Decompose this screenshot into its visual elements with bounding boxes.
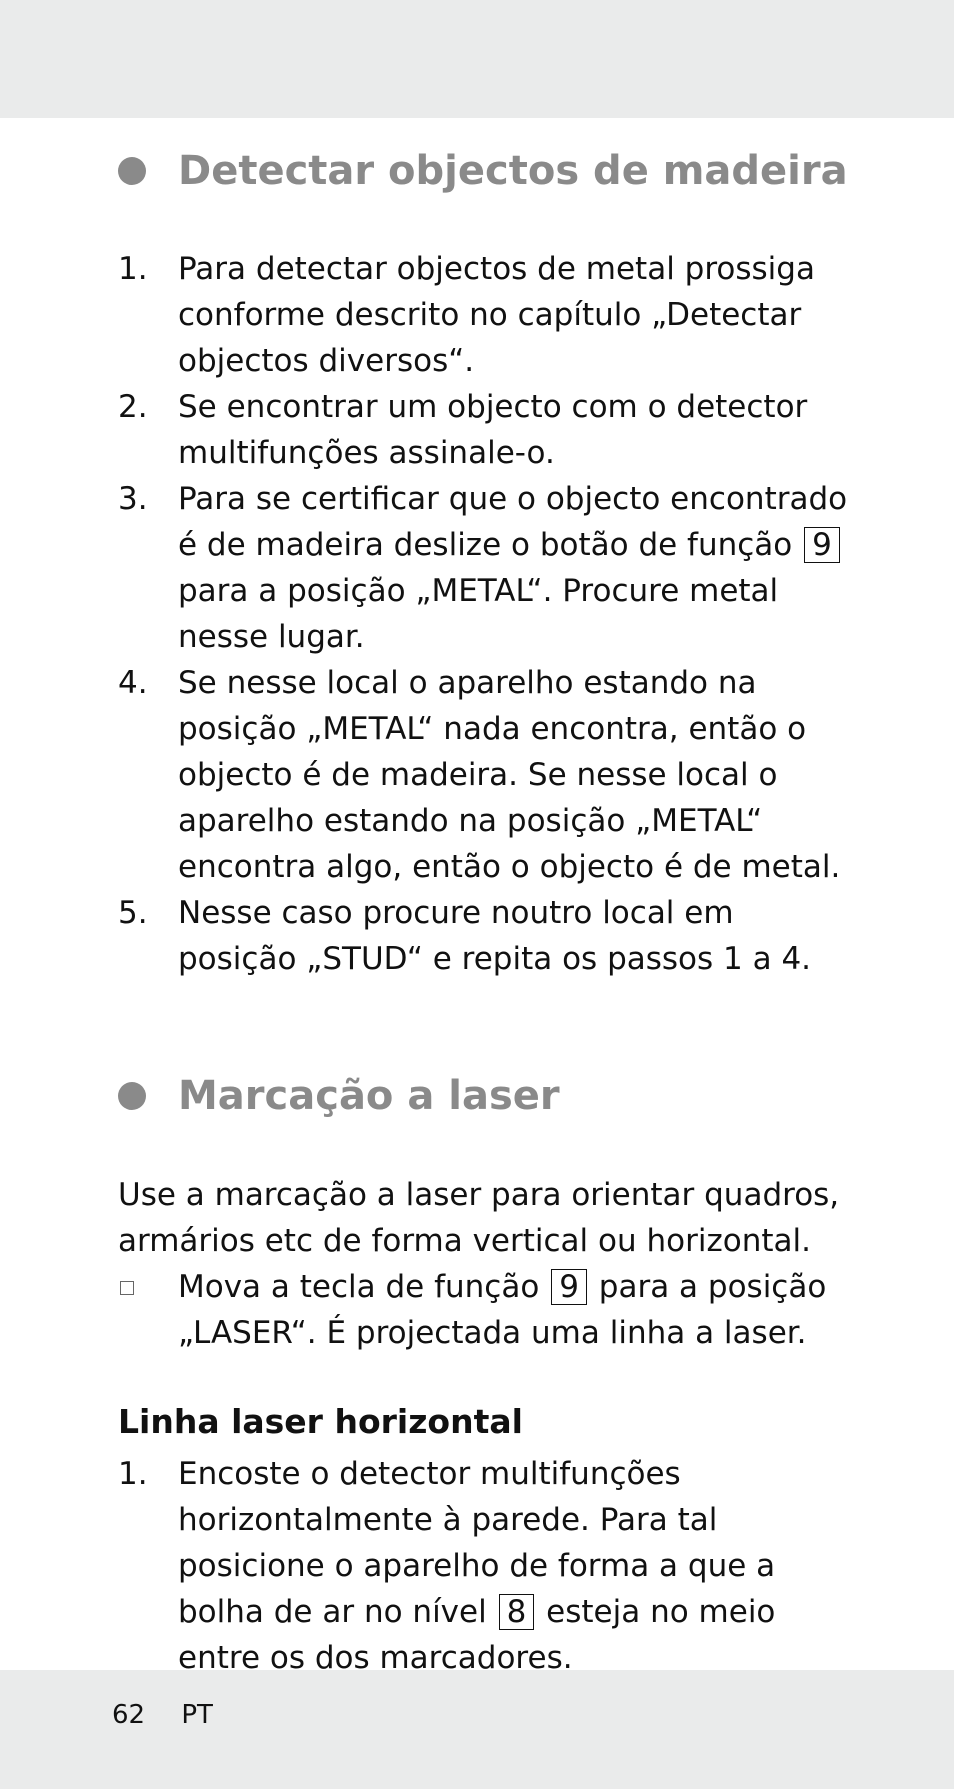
list-item [118,660,858,890]
bullet-dot-icon [118,157,146,185]
list-item [118,384,858,476]
step-number: 2. [118,389,148,425]
list-item [118,1264,858,1356]
step-text: esteja no meio entre os dos marcadores. [178,1594,776,1676]
step-text: Para detectar objectos de metal prossiga conforme descrito no capítulo „Detectar objectos diversos“. [178,251,815,379]
checkbox-square-icon [120,1281,134,1295]
section-heading-wood [118,148,848,194]
list-item [118,246,858,384]
step-text: para a posição „METAL“. Procure metal nesse lugar. [178,573,779,655]
step-number: 1. [118,251,148,287]
steps-list-wood [118,246,858,982]
step-text: Encoste o detector multifunções horizontalmente à parede. Para tal posicione o aparelho de forma a que a bolha de ar no nível [178,1456,776,1630]
list-item [118,890,858,982]
instruction-text: Mova a tecla de função [178,1269,540,1305]
language-code: PT [181,1700,213,1730]
laser-instruction [118,1264,858,1356]
bullet-dot-icon [118,1082,146,1110]
section-title: Detectar objectos de madeira [178,148,848,194]
steps-list-laser [118,1451,858,1681]
list-item [118,476,858,660]
page-footer [112,1700,241,1730]
section-title: Marcação a laser [178,1073,560,1119]
list-item [118,1451,858,1681]
page-number: 62 [112,1700,146,1730]
part-number-box: 9 [551,1269,587,1305]
laser-intro: Use a marcação a laser para orientar quadros, armários etc de forma vertical ou horizontal. [118,1177,840,1259]
step-number: 3. [118,481,148,517]
step-number: 4. [118,665,148,701]
step-number: 1. [118,1456,148,1492]
section-heading-laser [118,1073,560,1119]
subsection-title: Linha laser horizontal [118,1402,523,1441]
top-band [0,0,954,118]
step-text: Se nesse local o aparelho estando na posição „METAL“ nada encontra, então o objecto é de madeira. Se nesse local o aparelho estando na posição „METAL“ encontra algo, então o objecto é de metal. [178,665,841,885]
part-number-box: 9 [804,527,840,563]
step-text: Se encontrar um objecto com o detector multifunções assinale-o. [178,389,808,471]
instruction-text: para a posição „LASER“. É projectada uma linha a laser. [178,1269,827,1351]
step-text: Para se certificar que o objecto encontrado é de madeira deslize o botão de função [178,481,848,563]
step-number: 5. [118,895,148,931]
step-text: Nesse caso procure noutro local em posição „STUD“ e repita os passos 1 a 4. [178,895,812,977]
part-number-box: 8 [499,1594,535,1630]
